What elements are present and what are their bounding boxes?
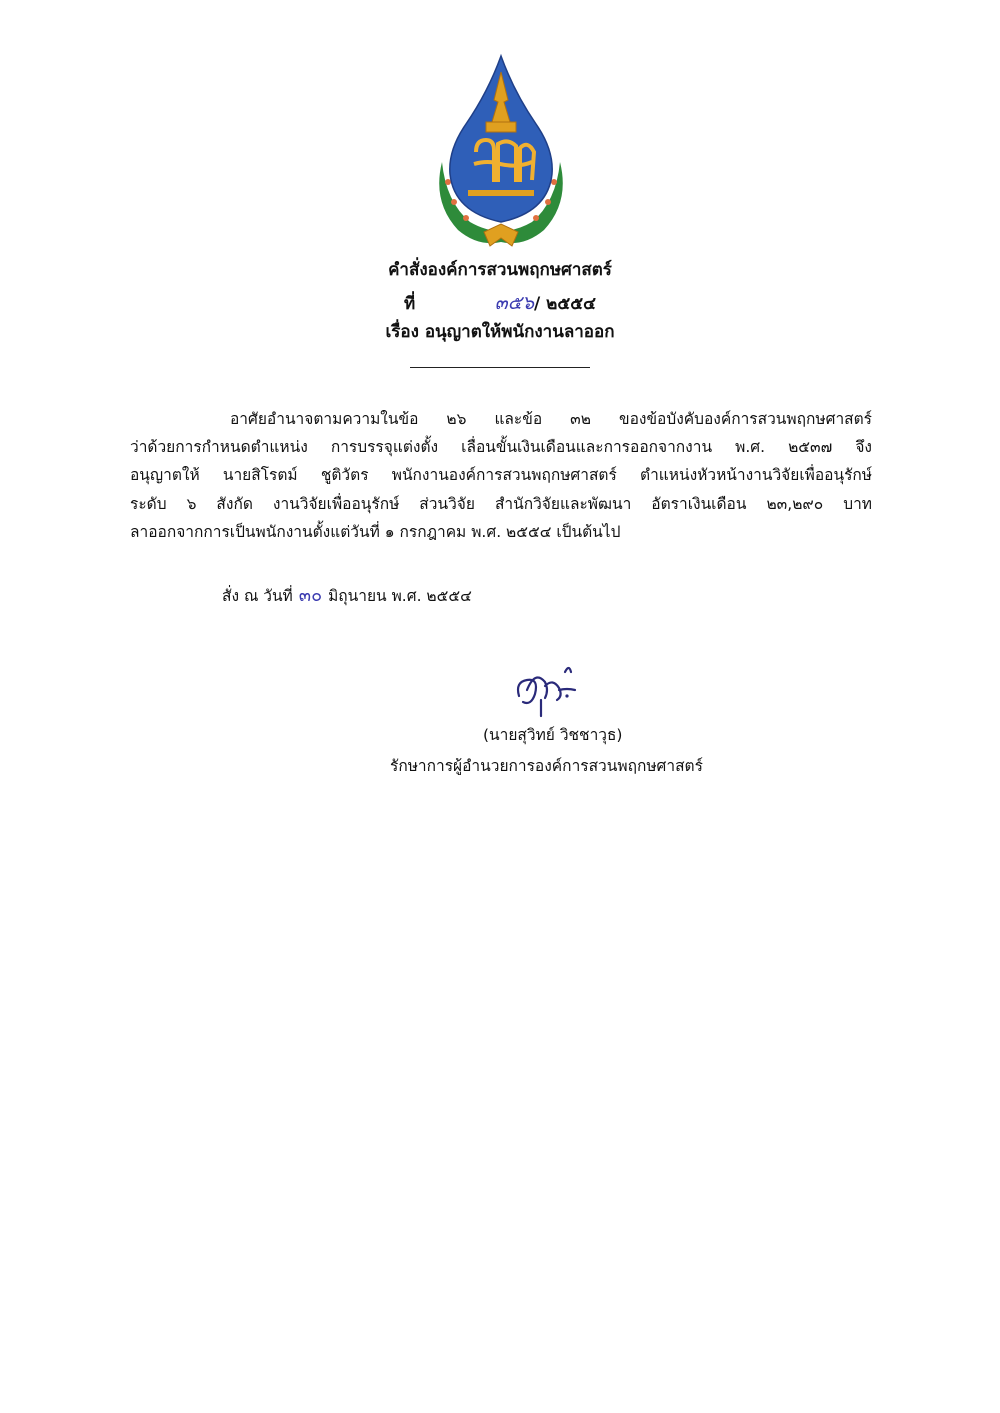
body-line: อาศัยอำนาจตามความในข้อ ๒๖ และข้อ ๓๒ ของข้อบังคับองค์การสวนพฤกษศาสตร์ xyxy=(230,410,872,428)
order-number-label: ที่ xyxy=(404,294,416,314)
body-line: ว่าด้วยการกำหนดตำแหน่ง การบรรจุแต่งตั้ง เลื่อนขั้นเงินเดือนและการออกจากงาน พ.ศ. ๒๕๓๗ จึง xyxy=(130,438,872,457)
order-number-handwritten: ๓๕๖ xyxy=(494,292,535,314)
header-divider xyxy=(410,367,590,368)
body-line: ระดับ ๖ สังกัด งานวิจัยเพื่ออนุรักษ์ ส่วนวิจัย สำนักวิจัยและพัฒนา อัตราเงินเดือน ๒๓,๒๙๐ บาท xyxy=(130,494,872,513)
body-paragraph xyxy=(130,405,872,546)
order-date-suffix: มิถุนายน พ.ศ. ๒๕๕๔ xyxy=(328,587,472,605)
signatory-position: รักษาการผู้อำนวยการองค์การสวนพฤกษศาสตร์ xyxy=(390,757,703,775)
order-title: คำสั่งองค์การสวนพฤกษศาสตร์ xyxy=(388,260,612,280)
order-date xyxy=(222,580,472,609)
handwritten-signature xyxy=(505,660,585,720)
botanical-garden-logo xyxy=(428,52,574,252)
order-number xyxy=(0,288,1000,318)
order-day-handwritten: ๓๐ xyxy=(298,585,323,606)
order-number-suffix: / ๒๕๕๔ xyxy=(534,294,596,314)
body-line: อนุญาตให้ นายสิโรตม์ ชูติวัตร พนักงานองค์การสวนพฤกษศาสตร์ ตำแหน่งหัวหน้างานวิจัยเพื่ออนุรักษ์ xyxy=(130,466,872,485)
body-line: ลาออกจากการเป็นพนักงานตั้งแต่วันที่ ๑ กรกฎาคม พ.ศ. ๒๕๕๔ เป็นต้นไป xyxy=(130,522,621,541)
order-date-prefix: สั่ง ณ วันที่ xyxy=(222,587,293,605)
order-subject: เรื่อง อนุญาตให้พนักงานลาออก xyxy=(385,322,615,342)
signatory-name: (นายสุวิทย์ วิชชาวุธ) xyxy=(483,726,623,744)
